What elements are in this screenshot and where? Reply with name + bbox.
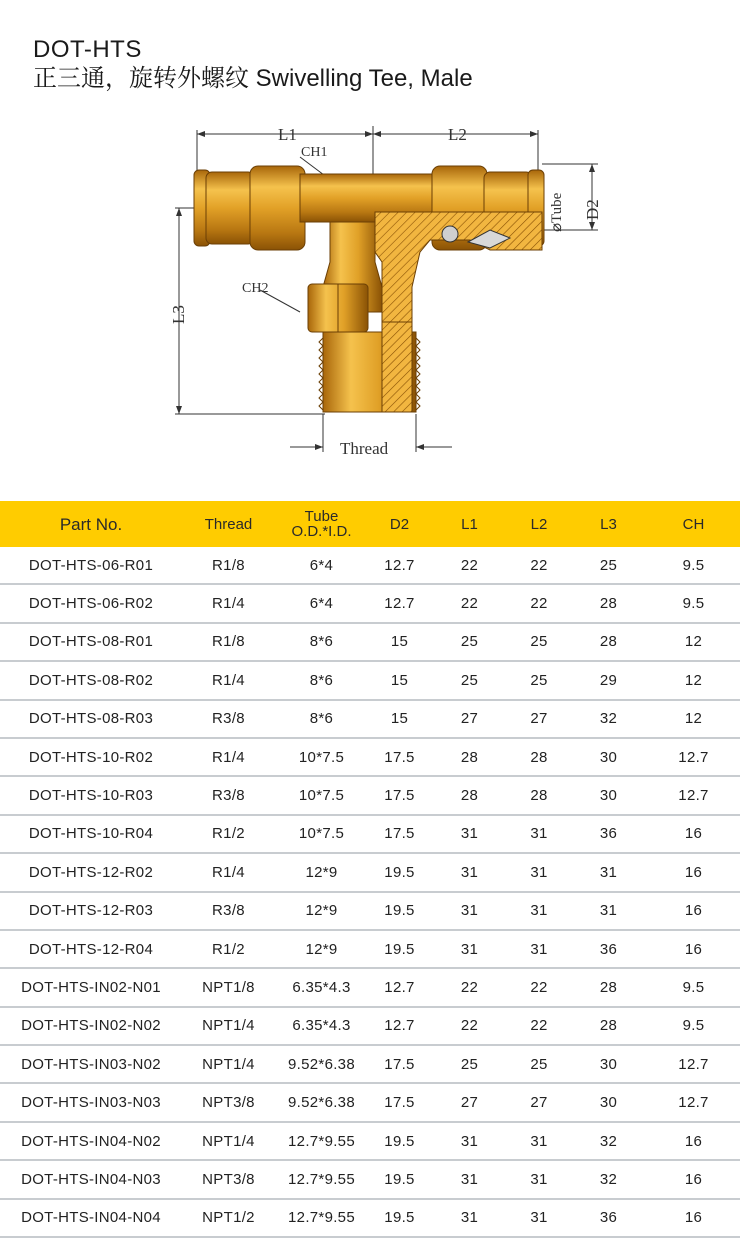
dim-label-l2: L2 — [448, 125, 467, 144]
cell-tube: 12*9 — [275, 930, 368, 968]
cell-d2: 17.5 — [368, 738, 431, 776]
table-header-row — [0, 501, 740, 547]
cell-l1: 31 — [431, 1160, 508, 1198]
cell-thread: NPT1/4 — [182, 1007, 275, 1045]
label-ch1: CH1 — [301, 145, 328, 160]
cell-tube: 9.52*6.38 — [275, 1045, 368, 1083]
table-row — [0, 1122, 740, 1160]
cell-l2: 27 — [508, 700, 570, 738]
table-row — [0, 700, 740, 738]
table-row — [0, 1045, 740, 1083]
cell-tube: 8*6 — [275, 700, 368, 738]
cell-l3: 32 — [570, 1122, 647, 1160]
cell-d2: 15 — [368, 700, 431, 738]
cell-l3: 30 — [570, 1045, 647, 1083]
table-row — [0, 1007, 740, 1045]
o-ring-icon — [442, 226, 458, 242]
cell-ch: 16 — [647, 1199, 740, 1237]
table-row — [0, 584, 740, 622]
cell-l2: 22 — [508, 584, 570, 622]
cell-tube: 12.7*9.55 — [275, 1122, 368, 1160]
cell-l1: 31 — [431, 930, 508, 968]
cell-tube: 6*4 — [275, 547, 368, 584]
cell-d2: 15 — [368, 661, 431, 699]
cell-l1: 22 — [431, 547, 508, 584]
cell-tube: 8*6 — [275, 623, 368, 661]
cell-l3: 31 — [570, 853, 647, 891]
cell-l1: 27 — [431, 1083, 508, 1121]
cell-d2: 15 — [368, 623, 431, 661]
col-header-l1: L1 — [431, 501, 508, 547]
table-row — [0, 892, 740, 930]
cell-d2: 17.5 — [368, 776, 431, 814]
cell-part-no: DOT-HTS-IN04-N03 — [0, 1160, 182, 1198]
cell-l1: 22 — [431, 968, 508, 1006]
cell-tube: 8*6 — [275, 661, 368, 699]
cell-part-no: DOT-HTS-IN04-N04 — [0, 1199, 182, 1237]
cell-l1: 31 — [431, 1122, 508, 1160]
cell-l3: 36 — [570, 815, 647, 853]
cell-ch: 9.5 — [647, 584, 740, 622]
cell-part-no: DOT-HTS-08-R03 — [0, 700, 182, 738]
cell-l3: 28 — [570, 623, 647, 661]
col-header-tube — [275, 501, 368, 547]
cell-d2: 17.5 — [368, 815, 431, 853]
cell-part-no: DOT-HTS-IN02-N01 — [0, 968, 182, 1006]
cell-l1: 22 — [431, 584, 508, 622]
cell-ch: 16 — [647, 853, 740, 891]
cell-ch: 16 — [647, 930, 740, 968]
cell-thread: NPT3/8 — [182, 1083, 275, 1121]
cell-d2: 19.5 — [368, 1160, 431, 1198]
col-header-ch: CH — [647, 501, 740, 547]
cell-l1: 31 — [431, 853, 508, 891]
cell-tube: 10*7.5 — [275, 815, 368, 853]
cell-l1: 31 — [431, 815, 508, 853]
product-description-title: 正三通，旋转外螺纹 Swivelling Tee, Male — [33, 65, 473, 92]
cell-l2: 22 — [508, 968, 570, 1006]
cell-ch: 12 — [647, 661, 740, 699]
cell-part-no: DOT-HTS-06-R01 — [0, 547, 182, 584]
cell-d2: 12.7 — [368, 584, 431, 622]
specification-table — [0, 501, 740, 1238]
cell-l2: 22 — [508, 547, 570, 584]
cell-tube: 12*9 — [275, 853, 368, 891]
cell-l2: 25 — [508, 661, 570, 699]
col-header-thread: Thread — [182, 501, 275, 547]
cell-part-no: DOT-HTS-10-R02 — [0, 738, 182, 776]
cell-ch: 9.5 — [647, 1007, 740, 1045]
fitting-technical-drawing — [150, 112, 620, 472]
table-row — [0, 661, 740, 699]
cell-l2: 31 — [508, 853, 570, 891]
cell-d2: 19.5 — [368, 1122, 431, 1160]
male-thread — [319, 322, 420, 412]
table-row — [0, 1160, 740, 1198]
cell-ch: 12.7 — [647, 1045, 740, 1083]
cell-l1: 25 — [431, 1045, 508, 1083]
table-row — [0, 930, 740, 968]
dim-label-d2: D2 — [583, 199, 602, 220]
cell-part-no: DOT-HTS-08-R02 — [0, 661, 182, 699]
cell-ch: 12 — [647, 700, 740, 738]
dim-label-thread: Thread — [340, 439, 389, 458]
cell-ch: 12 — [647, 623, 740, 661]
cell-thread: R1/4 — [182, 661, 275, 699]
cell-thread: R1/2 — [182, 815, 275, 853]
table-row — [0, 547, 740, 584]
cell-ch: 16 — [647, 1160, 740, 1198]
cell-part-no: DOT-HTS-12-R03 — [0, 892, 182, 930]
col-header-d2: D2 — [368, 501, 431, 547]
left-nut — [250, 166, 305, 250]
cell-l3: 30 — [570, 738, 647, 776]
cell-l1: 22 — [431, 1007, 508, 1045]
cell-tube: 10*7.5 — [275, 776, 368, 814]
cell-l2: 31 — [508, 1160, 570, 1198]
cell-thread: R3/8 — [182, 776, 275, 814]
cell-thread: R1/4 — [182, 584, 275, 622]
cell-d2: 17.5 — [368, 1083, 431, 1121]
cell-thread: R3/8 — [182, 700, 275, 738]
cell-thread: NPT1/2 — [182, 1199, 275, 1237]
table-row — [0, 968, 740, 1006]
cell-d2: 19.5 — [368, 892, 431, 930]
cell-ch: 9.5 — [647, 547, 740, 584]
col-header-part-no: Part No. — [0, 501, 182, 547]
cell-l3: 32 — [570, 1160, 647, 1198]
cell-l2: 25 — [508, 623, 570, 661]
cell-tube: 9.52*6.38 — [275, 1083, 368, 1121]
cell-l1: 25 — [431, 661, 508, 699]
cell-l3: 28 — [570, 584, 647, 622]
cell-thread: NPT1/8 — [182, 968, 275, 1006]
cell-thread: R1/8 — [182, 547, 275, 584]
left-tube-body — [206, 172, 254, 244]
cell-l3: 30 — [570, 776, 647, 814]
cell-tube: 12.7*9.55 — [275, 1160, 368, 1198]
cell-l1: 31 — [431, 1199, 508, 1237]
cell-d2: 17.5 — [368, 1045, 431, 1083]
cell-d2: 19.5 — [368, 853, 431, 891]
cell-thread: R3/8 — [182, 892, 275, 930]
cell-l3: 28 — [570, 968, 647, 1006]
cell-thread: NPT1/4 — [182, 1045, 275, 1083]
table-row — [0, 738, 740, 776]
cell-l1: 27 — [431, 700, 508, 738]
cell-thread: NPT1/4 — [182, 1122, 275, 1160]
cell-part-no: DOT-HTS-10-R04 — [0, 815, 182, 853]
dim-label-tube: ⌀Tube — [549, 192, 565, 232]
cell-ch: 16 — [647, 1122, 740, 1160]
cell-l3: 31 — [570, 892, 647, 930]
table-row — [0, 1083, 740, 1121]
cell-l2: 28 — [508, 738, 570, 776]
label-ch2: CH2 — [242, 281, 269, 296]
cell-thread: R1/8 — [182, 623, 275, 661]
cell-d2: 12.7 — [368, 547, 431, 584]
cell-ch: 9.5 — [647, 968, 740, 1006]
cell-l1: 28 — [431, 738, 508, 776]
cell-part-no: DOT-HTS-08-R01 — [0, 623, 182, 661]
cell-l2: 31 — [508, 892, 570, 930]
cell-d2: 19.5 — [368, 1199, 431, 1237]
cell-thread: NPT3/8 — [182, 1160, 275, 1198]
cell-thread: R1/2 — [182, 930, 275, 968]
cell-ch: 12.7 — [647, 776, 740, 814]
cell-thread: R1/4 — [182, 853, 275, 891]
cell-l1: 28 — [431, 776, 508, 814]
table-row — [0, 623, 740, 661]
cell-part-no: DOT-HTS-IN03-N03 — [0, 1083, 182, 1121]
cell-ch: 16 — [647, 892, 740, 930]
cell-l3: 32 — [570, 700, 647, 738]
cell-l2: 28 — [508, 776, 570, 814]
col-header-l2: L2 — [508, 501, 570, 547]
col-header-l3: L3 — [570, 501, 647, 547]
cell-tube: 6*4 — [275, 584, 368, 622]
cell-ch: 16 — [647, 815, 740, 853]
cell-thread: R1/4 — [182, 738, 275, 776]
cell-l3: 36 — [570, 930, 647, 968]
col-header-tube-line1: Tube — [304, 508, 339, 525]
product-code-title: DOT-HTS — [33, 36, 142, 63]
cell-l2: 31 — [508, 1199, 570, 1237]
cell-l2: 31 — [508, 1122, 570, 1160]
cell-l2: 25 — [508, 1045, 570, 1083]
cell-tube: 10*7.5 — [275, 738, 368, 776]
cell-l2: 22 — [508, 1007, 570, 1045]
table-row — [0, 776, 740, 814]
table-row — [0, 853, 740, 891]
cell-d2: 19.5 — [368, 930, 431, 968]
cell-part-no: DOT-HTS-12-R04 — [0, 930, 182, 968]
cell-tube: 12*9 — [275, 892, 368, 930]
cell-part-no: DOT-HTS-12-R02 — [0, 853, 182, 891]
cell-l3: 29 — [570, 661, 647, 699]
cell-part-no: DOT-HTS-IN04-N02 — [0, 1122, 182, 1160]
dim-label-l3: L3 — [169, 305, 188, 324]
cell-l3: 36 — [570, 1199, 647, 1237]
cell-l2: 27 — [508, 1083, 570, 1121]
cell-l1: 25 — [431, 623, 508, 661]
cell-ch: 12.7 — [647, 738, 740, 776]
cell-tube: 6.35*4.3 — [275, 968, 368, 1006]
cell-tube: 6.35*4.3 — [275, 1007, 368, 1045]
cell-l3: 30 — [570, 1083, 647, 1121]
col-header-tube-line2: O.D.*I.D. — [291, 523, 352, 540]
cell-d2: 12.7 — [368, 968, 431, 1006]
cell-ch: 12.7 — [647, 1083, 740, 1121]
dim-label-l1: L1 — [278, 125, 297, 144]
table-row — [0, 1199, 740, 1237]
cell-l3: 28 — [570, 1007, 647, 1045]
cell-part-no: DOT-HTS-06-R02 — [0, 584, 182, 622]
cell-l2: 31 — [508, 930, 570, 968]
table-row — [0, 815, 740, 853]
cell-part-no: DOT-HTS-IN02-N02 — [0, 1007, 182, 1045]
cell-l2: 31 — [508, 815, 570, 853]
cell-l3: 25 — [570, 547, 647, 584]
cell-d2: 12.7 — [368, 1007, 431, 1045]
table-body — [0, 547, 740, 1237]
sectioned-body — [375, 212, 542, 322]
cell-part-no: DOT-HTS-IN03-N02 — [0, 1045, 182, 1083]
cell-tube: 12.7*9.55 — [275, 1199, 368, 1237]
cell-l1: 31 — [431, 892, 508, 930]
cell-part-no: DOT-HTS-10-R03 — [0, 776, 182, 814]
